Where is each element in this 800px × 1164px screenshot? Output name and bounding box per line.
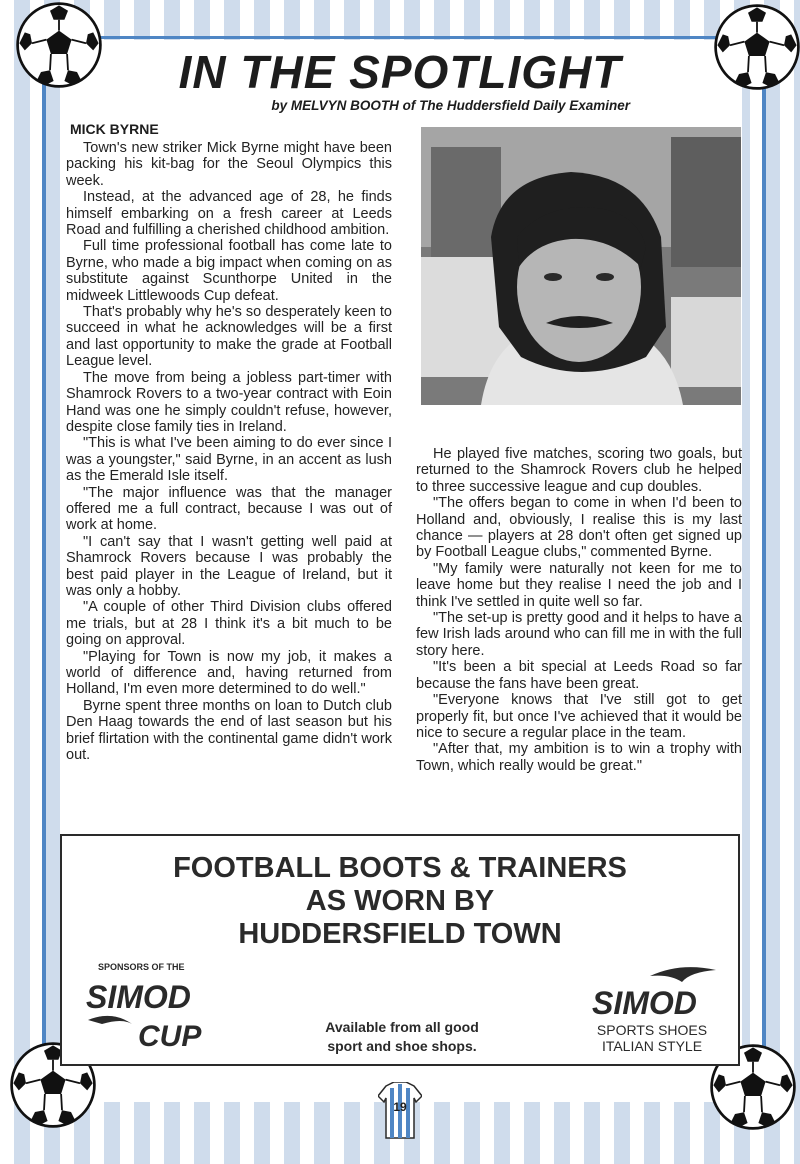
article-paragraph: Full time professional football has come late to Byrne, who made a big impact when coming on as substitute against Scunthorpe United in the midweek Littlewoods Cup defeat. (66, 238, 392, 304)
article-paragraph: Town's new striker Mick Byrne might have been packing his kit-bag for the Seoul Olympics this week. (66, 140, 392, 189)
simod-brand-logo (590, 964, 720, 1020)
article-paragraph: The move from being a jobless part-timer with Shamrock Rovers to a two-year contract with Eoin Hand was one he simply couldn't refuse, however, despite close family ties in Ireland. (66, 369, 392, 435)
simod-cup-logo (82, 976, 212, 1050)
article-paragraph: "After that, my ambition is to win a trophy with Town, which really would be great." (416, 741, 742, 774)
article-paragraph: "My family were naturally not keen for me to leave home but they realise I need the job and I think I've settled in quite well so far. (416, 560, 742, 610)
article-paragraph: "The offers began to come in when I'd been to Holland and, obviously, I realise this is my last chance — players at 28 don't often get signed up by Football League clubs," commented Byrne. (416, 495, 742, 561)
cup-logo-bottom-text: CUP (138, 1020, 202, 1050)
byline: by MELVYN BOOTH of The Huddersfield Daily Examiner (271, 98, 630, 113)
article-paragraph: "Playing for Town is now my job, it makes a world of difference and, having returned from Holland, I'm even more determined to do well." (66, 648, 392, 698)
article-column-right (416, 446, 742, 774)
article-paragraph: Byrne spent three months on loan to Dutch club Den Haag towards the end of last season but his brief flirtation with the continental game didn't work out. (66, 697, 392, 764)
page-number: 19 (393, 1100, 407, 1114)
article-paragraph: "The set-up is pretty good and it helps to have a few Irish lads around who can fill me in with the full story here. (416, 610, 742, 659)
article-paragraph: Instead, at the advanced age of 28, he finds himself embarking on a fresh career at Leeds Road and fulfilling a cherished childhood ambition. (66, 189, 392, 239)
ad-headline-line: AS WORN BY (305, 885, 495, 917)
article-paragraph: "The major influence was that the manager offered me a full contract, because I was out of work at home. (66, 484, 392, 534)
brand-tagline-line: SPORTS SHOES (596, 1022, 708, 1038)
article-paragraph: "It's been a bit special at Leeds Road so far because the fans have been great. (416, 659, 742, 692)
article-paragraph: "I can't say that I wasn't getting well paid at Shamrock Rovers because I was probably the best paid player in the League of Ireland, but it was only a hobby. (66, 533, 392, 599)
brand-tagline-line: ITALIAN STYLE (601, 1038, 703, 1054)
article-column-left (66, 140, 392, 763)
page-number-badge (378, 1082, 422, 1140)
article-paragraph: He played five matches, scoring two goals, but returned to the Shamrock Rovers club he helped to three successive league and cup doubles. (416, 446, 742, 495)
advertisement-box (60, 834, 740, 1066)
article-paragraph: "A couple of other Third Division clubs offered me trials, but at 28 I think it's a bit much to be going on approval. (66, 599, 392, 649)
availability-line: Available from all good (325, 1019, 479, 1035)
availability-text (282, 1018, 522, 1056)
article-paragraph: "Everyone knows that I've still got to get properly fit, but once I've achieved that it would be nice to secure a regular place in the team. (416, 692, 742, 741)
football-icon (14, 0, 104, 90)
brand-logo-text: SIMOD (592, 985, 697, 1020)
article-subject: MICK BYRNE (70, 121, 159, 137)
player-photo (421, 127, 741, 405)
page-title: IN THE SPOTLIGHT (178, 46, 622, 98)
article-paragraph: That's probably why he's so desperately keen to succeed in what he acknowledges will be a first and last opportunity to make the grade at Football League level. (66, 304, 392, 370)
ad-headline (62, 852, 738, 951)
availability-line: sport and shoe shops. (327, 1038, 477, 1054)
article-paragraph: "This is what I've been aiming to do ever since I was a youngster," said Byrne, in an accent as lush as the Emerald Isle itself. (66, 435, 392, 485)
brand-tagline (582, 1022, 722, 1054)
football-icon (712, 2, 800, 92)
cup-logo-top-text: SIMOD (86, 979, 191, 1015)
sponsors-label: SPONSORS OF THE (98, 962, 185, 972)
ad-headline-line: FOOTBALL BOOTS & TRAINERS (173, 852, 627, 884)
ad-headline-line: HUDDERSFIELD TOWN (238, 918, 562, 950)
